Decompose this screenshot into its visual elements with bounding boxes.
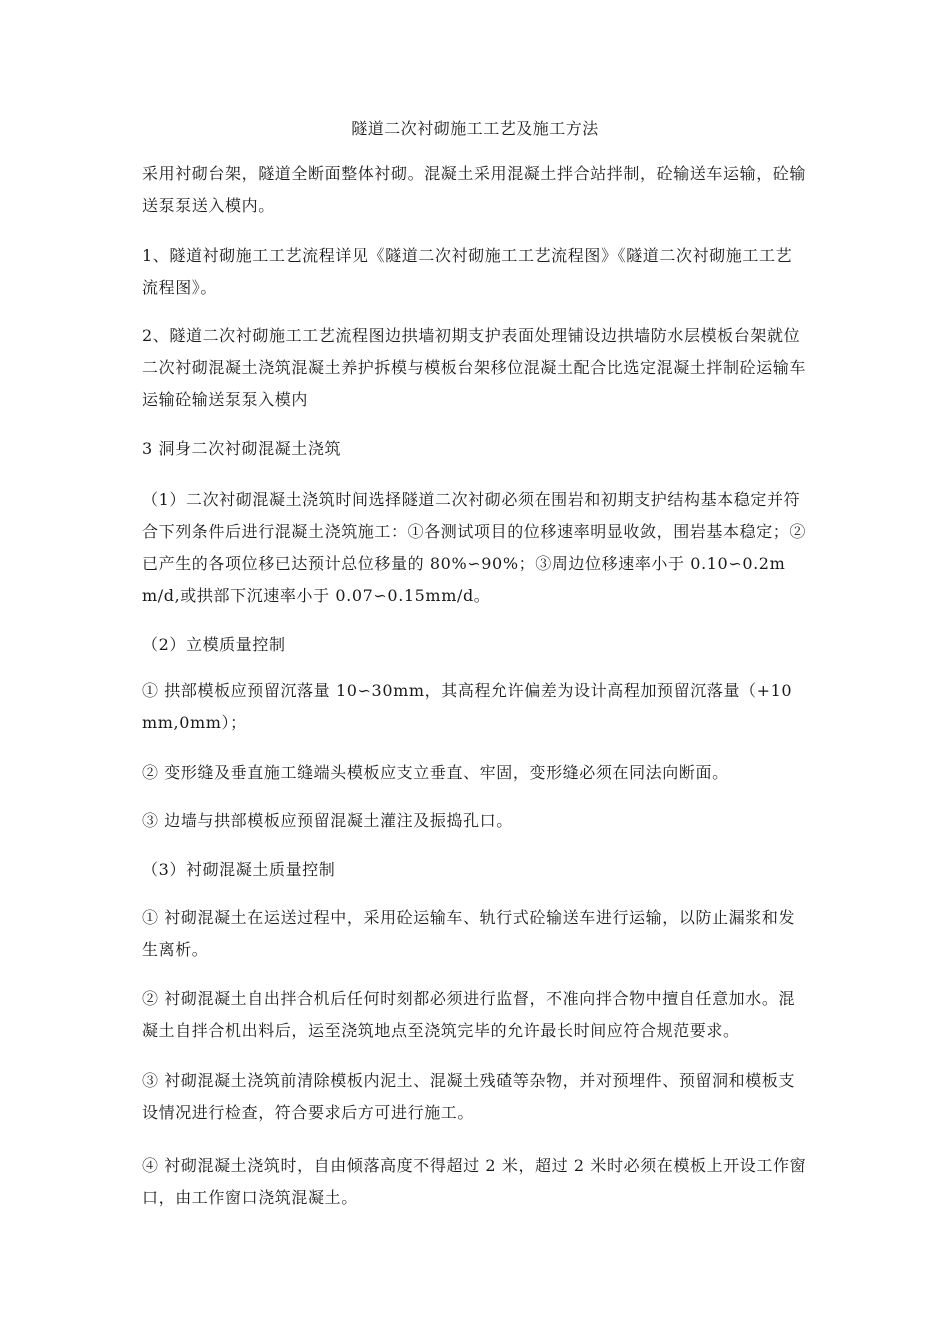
paragraph-3-1: （1）二次衬砌混凝土浇筑时间选择隧道二次衬砌必须在围岩和初期支护结构基本稳定并符合下列条件后进行混凝土浇筑施工：①各测试项目的位移速率明显收敛，围岩基本稳定；②已产生的各项位移已达预计总位移量的 80%∽90%；③周边位移速率小于 0.10∽0.2mm/d,或拱部下沉速率小于 0.07∽0.15mm/d。	[142, 490, 807, 605]
paragraph-intro: 采用衬砌台架，隧道全断面整体衬砌。混凝土采用混凝土拌合站拌制，砼输送车运输，砼输送泵泵送入模内。	[142, 164, 807, 215]
paragraph-3-3-item-1: ① 衬砌混凝土在运送过程中，采用砼运输车、轨行式砼输送车进行运输，以防止漏浆和发生离析。	[142, 908, 796, 959]
paragraph-3-2-item-2: ② 变形缝及垂直施工缝端头模板应支立垂直、牢固，变形缝必须在同法向断面。	[142, 763, 729, 782]
subheading-3-3: （3）衬砌混凝土质量控制	[142, 860, 336, 879]
document-title: 隧道二次衬砌施工工艺及施工方法	[351, 119, 599, 138]
paragraph-3-2-item-3: ③ 边墙与拱部模板应预留混凝土灌注及振捣孔口。	[142, 811, 513, 830]
section-3-heading: 3 洞身二次衬砌混凝土浇筑	[142, 439, 342, 458]
paragraph-3-3-item-2: ② 衬砌混凝土自出拌合机后任何时刻都必须进行监督，不准向拌合物中擅自任意加水。混凝土自拌合机出料后，运至浇筑地点至浇筑完毕的允许最长时间应符合规范要求。	[142, 989, 796, 1040]
paragraph-2: 2、隧道二次衬砌施工工艺流程图边拱墙初期支护表面处理铺设边拱墙防水层模板台架就位二次衬砌混凝土浇筑混凝土养护拆模与模板台架移位混凝土配合比选定混凝土拌制砼运输车运输砼输送泵泵入模内	[142, 326, 807, 409]
paragraph-3-2-item-1: ① 拱部模板应预留沉落量 10∽30mm，其高程允许偏差为设计高程加预留沉落量（+10mm,0mm）；	[142, 681, 793, 732]
paragraph-3-3-item-4: ④ 衬砌混凝土浇筑时，自由倾落高度不得超过 2 米，超过 2 米时必须在模板上开设工作窗口，由工作窗口浇筑混凝土。	[142, 1156, 807, 1207]
paragraph-3-3-item-3: ③ 衬砌混凝土浇筑前清除模板内泥土、混凝土残碴等杂物，并对预埋件、预留洞和模板支设情况进行检查，符合要求后方可进行施工。	[142, 1071, 796, 1122]
subheading-3-2: （2）立模质量控制	[142, 635, 286, 654]
paragraph-1: 1、隧道衬砌施工工艺流程详见《隧道二次衬砌施工工艺流程图》《隧道二次衬砌施工工艺流程图》。	[142, 246, 793, 297]
